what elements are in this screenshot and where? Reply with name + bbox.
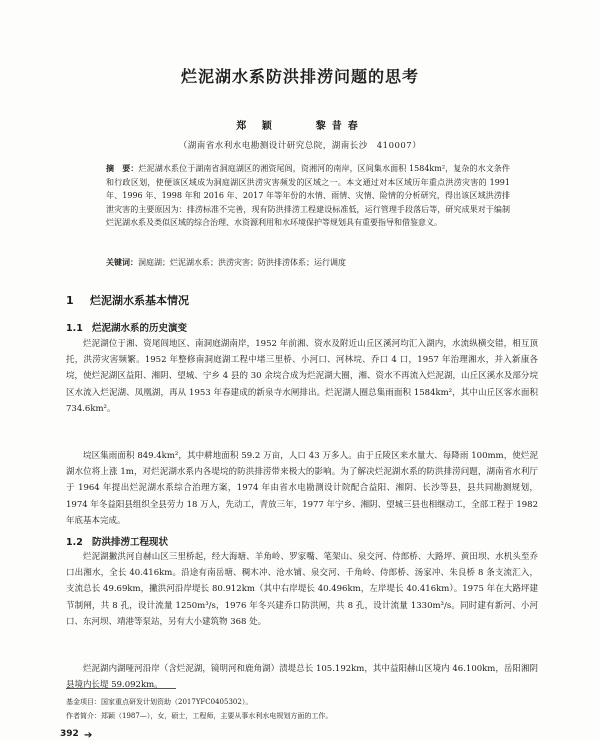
footnote-divider [66, 688, 176, 689]
abstract-label: 摘 要： [106, 164, 139, 173]
author-name: 黎昔春 [315, 121, 364, 132]
footnote-author: 作者简介：郑颖（1987—），女，硕士，工程师，主要从事水利水电规划方面的工作。 [66, 712, 333, 720]
body-paragraph: 烂泥湖位于湘、资尾闾地区、南洞庭湖南岸，1952 年前湘、资水及附近山丘区溪河均汇入湖内，水流纵横交错，相互顶托，洪涝灾害频繁。1952 年整修南洞庭湖工程中堵三里桥、小河口、河林垸、乔口 4 口，1957 年治理湘水，并入新康各垸，使烂泥湖区益阳、湘阴、望城、宁乡 4 县的 30 余垸合成为烂泥湖大圈，湘、资水不再流入烂泥湖，山丘区溪水及部分垸区水流入烂泥湖、凤凰湖，再从 1953 年春建成的新泉寺水闸排出。烂泥湖人圈总集雨面积 1584km²，其中山丘区客水面积 734.6km²。 [66, 339, 538, 414]
subsection-number: 1.2 [66, 537, 83, 548]
section-title: 烂泥湖水系基本情况 [90, 294, 189, 307]
affiliation: （湖南省水利水电勘测设计研究总院，湖南长沙 410007） [178, 141, 422, 151]
keywords-label: 关键词： [106, 258, 138, 267]
subsection-title: 烂泥湖水系的历史演变 [92, 323, 188, 334]
footnote-funding: 基金项目：国家重点研发计划资助（2017YFC0405302）。 [66, 698, 253, 706]
keywords [106, 256, 510, 270]
section-number: 1 [66, 294, 74, 307]
keywords-text: 洞庭湖；烂泥湖水系；洪涝灾害；防洪排涝体系；运行调度 [138, 258, 346, 267]
subsection-heading [66, 534, 168, 548]
subsection-number: 1.1 [66, 323, 83, 334]
subsection-title: 防洪排涝工程现状 [92, 537, 169, 548]
body-paragraph: 垸区集雨面积 849.4km²，其中耕地面积 59.2 万亩，人口 43 万多人。由于丘陵区来水量大、每降雨 100mm，使烂泥湖水位将上涨 1m，对烂泥湖水系内各堤垸的防洪排涝带来极大的影响。为了解决烂泥湖水系的防洪排涝问题，湖南省水利厅于 1964 年提出烂泥湖水系综合治理方案，1974 年由省水电勘测设计院配合益阳、湘阴、长沙等县，县共同勘测规划，1974 年冬益阳县组织全县劳力 18 万人，先动工，青放三年，1977 年宁乡、湘阴、望城三县也相继动工，全部工程于 1982 年底基本完成。 [66, 451, 538, 526]
paper-title: 烂泥湖水系防洪排涝问题的思考 [180, 67, 419, 86]
arrow-right-icon: ➔ [84, 730, 93, 741]
body-paragraph: 烂泥湖撇洪河自赫山区三里桥起，经大海塘、羊角岭、罗家嘴、笔架山、泉交河、侍郎桥、大路坪、黄田坝、水机头至乔口出湘水，全长 40.416km。沿途有南岳塘、稠木冲、沧水铺、泉交河、千角岭、侍郎桥、汤家冲、朱良桥 8 条支流汇入，支流总长 49.69km，撇洪河沿岸堤长 80.912km（其中右岸堤长 40.496km，左岸堤长 40.416km）。1975 年在大路坪建节制闸，共 8 孔，设计流量 1250m³/s，1976 年冬兴建乔口防洪闸，共 8 孔，设计流量 1330m³/s。同时建有新河、小河口、东河坝、靖港等泵站，另有大小建筑物 368 处。 [66, 552, 538, 627]
author-line [0, 117, 600, 132]
body-paragraph: 烂泥湖内湖哑河沿岸（含烂泥湖，镜明河和鹿角湖）渍堤总长 105.192km，其中益阳赫山区境内 46.100km，岳阳湘阴县境内长堤 59.092km。 [66, 664, 538, 691]
page-number: 392 [60, 729, 79, 739]
subsection-heading [66, 320, 187, 334]
author-name: 郑 颖 [236, 121, 278, 132]
abstract-text: 烂泥湖水系位于湖南省洞庭湖区的湘资尾闾，资湘河的南岸，区间集水面积 1584km²，复杂的水文条件和行政区划，使便该区域成为洞庭湖区洪涝灾害频发的区域之一。本文通过对本区域历年重点洪涝灾害的 1991 年、1996 年、1998 年和 2016 年、2017 年等年份的水情、雨情、灾情、险情的分析研究，得出该区域洪涝排泄灾害的主要原因为：排涝标准不完善，现有防洪排涝工程建设标准低，运行管理手段落后等，研究成果对于编制烂泥湖水系及类似区域的综合治理、水资源利用和水环境保护等规划具有重要指导和借鉴意义。 [106, 164, 511, 227]
abstract [106, 162, 510, 230]
section-heading [66, 292, 189, 308]
